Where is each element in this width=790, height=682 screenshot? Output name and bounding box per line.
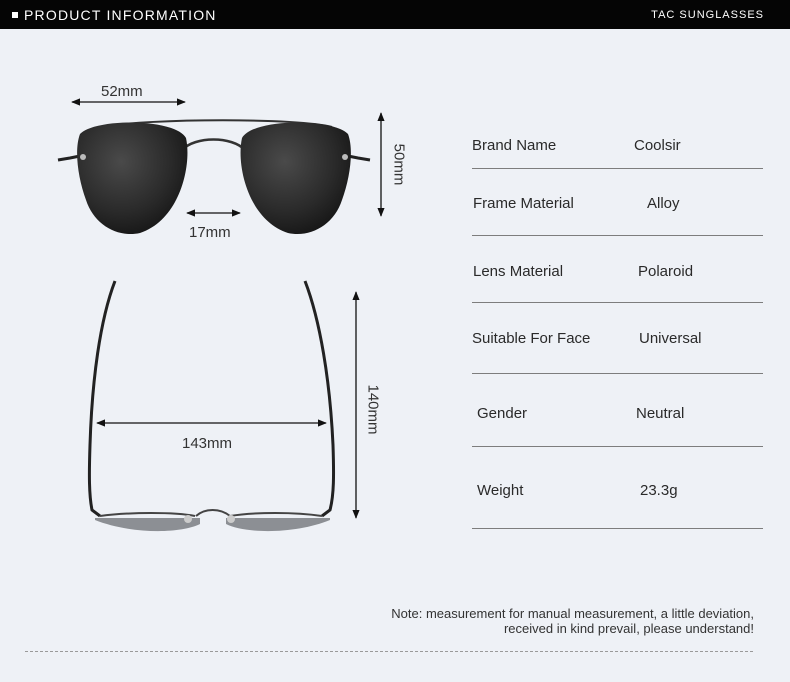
divider (472, 168, 763, 169)
divider (472, 302, 763, 303)
frame-width-label: 143mm (182, 435, 233, 452)
spec-value: 23.3g (640, 482, 678, 499)
spec-label: Gender (477, 405, 528, 422)
spec-value: Universal (639, 330, 702, 347)
spec-label: Frame Material (473, 195, 574, 212)
section-title: PRODUCT INFORMATION (24, 7, 217, 23)
divider (472, 528, 763, 529)
measurement-note (391, 606, 754, 636)
divider (472, 446, 763, 447)
spec-value: Alloy (647, 195, 680, 212)
note-line-2: received in kind prevail, please understand! (503, 621, 754, 636)
right-lens (241, 122, 351, 234)
lens-width-label: 52mm (101, 83, 143, 100)
dashed-divider (25, 651, 753, 652)
spec-label: Suitable For Face (472, 330, 591, 347)
spec-value: Coolsir (634, 137, 681, 154)
spec-label: Weight (477, 482, 524, 499)
left-lens (77, 122, 187, 234)
spec-value: Polaroid (638, 263, 694, 280)
front-view-glasses (58, 120, 370, 234)
lens-height-label: 50mm (390, 143, 408, 186)
temple-length-label: 140mm (364, 384, 382, 435)
note-line-1: Note: measurement for manual measurement, a little deviation, (391, 606, 754, 621)
divider (472, 235, 763, 236)
bridge-width-label: 17mm (189, 224, 231, 241)
divider (472, 373, 763, 374)
spec-label: Brand Name (472, 137, 557, 154)
spec-value: Neutral (636, 405, 685, 422)
brand-tag: TAC SUNGLASSES (651, 9, 764, 21)
top-view-glasses (89, 281, 333, 531)
spec-label: Lens Material (473, 263, 564, 280)
